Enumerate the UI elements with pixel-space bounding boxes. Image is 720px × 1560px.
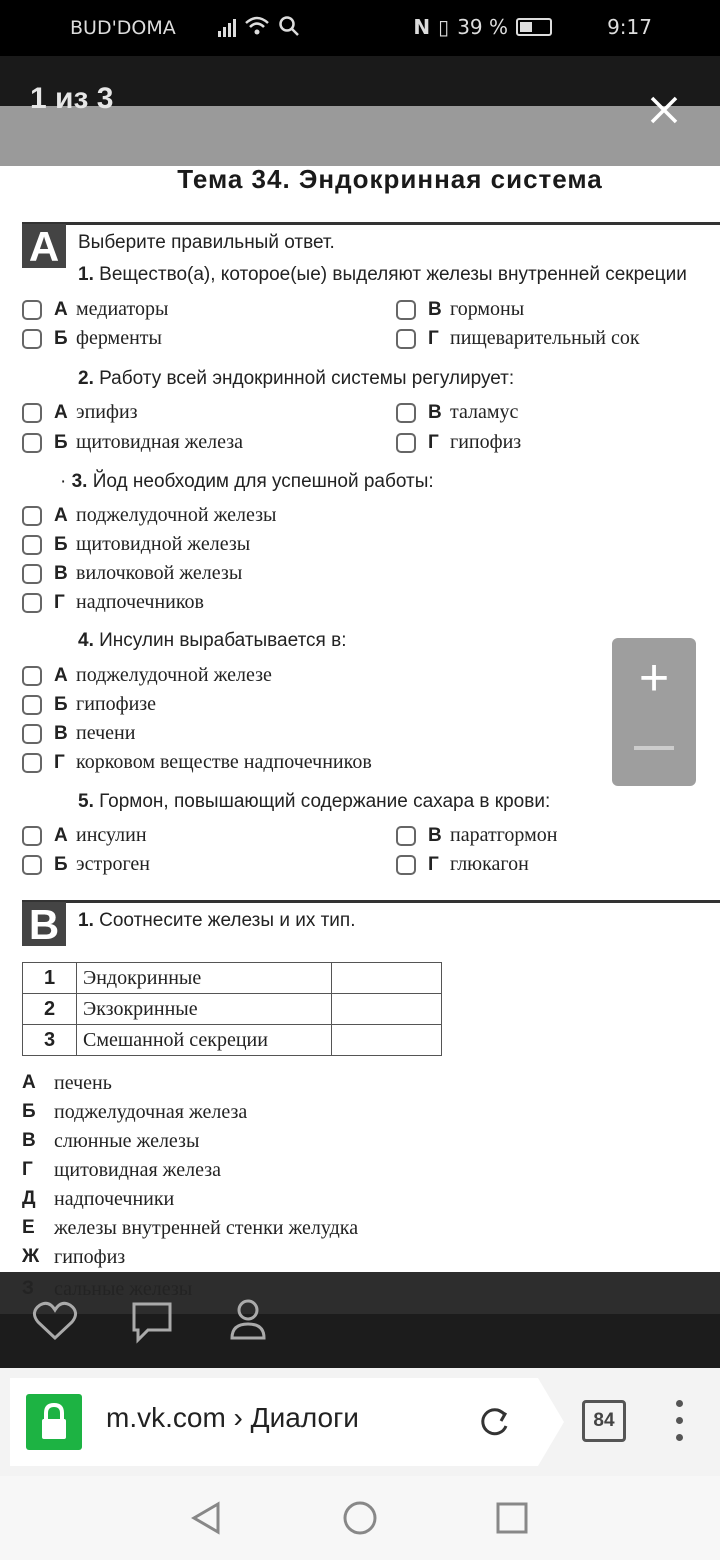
browser-toolbar [0, 1368, 720, 1476]
back-icon[interactable] [188, 1500, 222, 1536]
q4-option-a[interactable]: А поджелудочной железе [22, 664, 272, 687]
q2-option-v[interactable]: В таламус [396, 401, 518, 424]
tab-switcher-button[interactable]: 84 [582, 1400, 626, 1442]
zoom-in-button[interactable]: + [638, 649, 670, 707]
answer-cell[interactable] [332, 1025, 442, 1056]
recents-icon[interactable] [496, 1502, 528, 1534]
battery-percent: 39 % [457, 15, 508, 39]
list-item: З сальные железы [22, 1278, 193, 1300]
list-item: Е железы внутренней стенки желудка [22, 1217, 359, 1239]
q1-option-a[interactable]: А медиаторы [22, 298, 168, 321]
status-bar [0, 0, 720, 56]
q1-option-b[interactable]: Б ферменты [22, 327, 162, 350]
section-b-badge: В [22, 902, 66, 946]
q4-option-v[interactable]: В печени [22, 722, 135, 745]
table-row: 3 Смешанной секреции [23, 1025, 442, 1056]
q5-option-v[interactable]: В паратгормон [396, 824, 557, 847]
close-icon [644, 90, 684, 130]
q5-option-g[interactable]: Г глюкагон [396, 853, 529, 876]
vibrate-icon: ▯ [438, 15, 450, 39]
list-item: В слюнные железы [22, 1130, 200, 1152]
list-item: Ж гипофиз [22, 1246, 126, 1268]
section-a-badge: А [22, 224, 66, 268]
question-2: 2. Работу всей эндокринной системы регулирует: [78, 368, 515, 389]
checkbox[interactable] [22, 753, 42, 773]
home-icon[interactable] [342, 1500, 378, 1536]
q1-option-g[interactable]: Г пищеварительный сок [396, 327, 640, 350]
section-a-instruction: Выберите правильный ответ. [78, 232, 335, 253]
nfc-icon: N [413, 15, 431, 39]
question-1: 1. Вещество(а), которое(ые) выделяют железы внутренней секреции [78, 264, 687, 285]
checkbox[interactable] [22, 535, 42, 555]
signal-indicators [218, 15, 300, 37]
q3-option-g[interactable]: Г надпочечников [22, 591, 204, 614]
wifi-icon [244, 15, 270, 37]
list-item: Г щитовидная железа [22, 1159, 221, 1181]
checkbox[interactable] [22, 300, 42, 320]
section-b-rule [22, 900, 720, 903]
signal-icon [218, 17, 236, 37]
url-text[interactable]: m.vk.com › Диалоги [106, 1402, 359, 1433]
checkbox[interactable] [396, 855, 416, 875]
zoom-control [612, 638, 696, 786]
question-3: · 3. Йод необходим для успешной работы: [60, 471, 434, 492]
close-button[interactable] [644, 90, 684, 130]
lock-icon[interactable] [26, 1394, 82, 1450]
like-icon[interactable] [32, 1300, 78, 1342]
list-item: А печень [22, 1072, 112, 1094]
search-icon [278, 15, 300, 37]
more-menu-icon[interactable] [674, 1400, 684, 1442]
status-right [413, 15, 552, 39]
checkbox[interactable] [396, 826, 416, 846]
checkbox[interactable] [22, 855, 42, 875]
doc-title: Тема 34. Эндокринная система [177, 166, 603, 194]
q1-option-v[interactable]: В гормоны [396, 298, 524, 321]
checkbox[interactable] [22, 564, 42, 584]
list-item: Д надпочечники [22, 1188, 175, 1210]
checkbox[interactable] [22, 826, 42, 846]
q2-option-b[interactable]: Б щитовидная железа [22, 431, 243, 454]
checkbox[interactable] [22, 695, 42, 715]
checkbox[interactable] [22, 403, 42, 423]
checkbox[interactable] [396, 403, 416, 423]
battery-icon [516, 18, 552, 36]
carrier-name: BUD'DOMA [70, 17, 176, 39]
address-bar[interactable] [10, 1378, 538, 1466]
q4-option-g[interactable]: Г корковом веществе надпочечников [22, 751, 372, 774]
checkbox[interactable] [22, 506, 42, 526]
q2-option-g[interactable]: Г гипофиз [396, 431, 521, 454]
checkbox[interactable] [22, 593, 42, 613]
comment-icon[interactable] [130, 1300, 174, 1344]
checkbox[interactable] [22, 724, 42, 744]
section-b-question: 1. Соотнесите железы и их тип. [78, 910, 356, 931]
photo-counter: 1 из 3 [30, 82, 114, 115]
section-a-rule [22, 222, 720, 225]
checkbox[interactable] [22, 329, 42, 349]
zoom-out-button[interactable] [634, 746, 674, 750]
checkbox[interactable] [22, 433, 42, 453]
answer-cell[interactable] [332, 963, 442, 994]
q3-option-a[interactable]: А поджелудочной железы [22, 504, 276, 527]
q3-option-v[interactable]: В вилочковой железы [22, 562, 242, 585]
q2-option-a[interactable]: А эпифиз [22, 401, 138, 424]
matching-table [22, 962, 442, 1056]
table-row: 2 Экзокринные [23, 994, 442, 1025]
q5-option-b[interactable]: Б эстроген [22, 853, 150, 876]
clock: 9:17 [607, 15, 652, 39]
list-item: Б поджелудочная железа [22, 1101, 248, 1123]
table-row: 1 Эндокринные [23, 963, 442, 994]
reload-icon[interactable] [474, 1402, 514, 1442]
checkbox[interactable] [396, 433, 416, 453]
q3-option-b[interactable]: Б щитовидной железы [22, 533, 250, 556]
overlay-dark [0, 1314, 720, 1368]
answer-cell[interactable] [332, 994, 442, 1025]
question-4: 4. Инсулин вырабатывается в: [78, 630, 347, 651]
photo-actions-bar [0, 1272, 720, 1368]
q4-option-b[interactable]: Б гипофизе [22, 693, 156, 716]
checkbox[interactable] [396, 329, 416, 349]
q5-option-a[interactable]: А инсулин [22, 824, 147, 847]
system-nav-bar [0, 1476, 720, 1560]
question-5: 5. Гормон, повышающий содержание сахара в крови: [78, 791, 551, 812]
checkbox[interactable] [396, 300, 416, 320]
tag-person-icon[interactable] [228, 1298, 268, 1342]
checkbox[interactable] [22, 666, 42, 686]
